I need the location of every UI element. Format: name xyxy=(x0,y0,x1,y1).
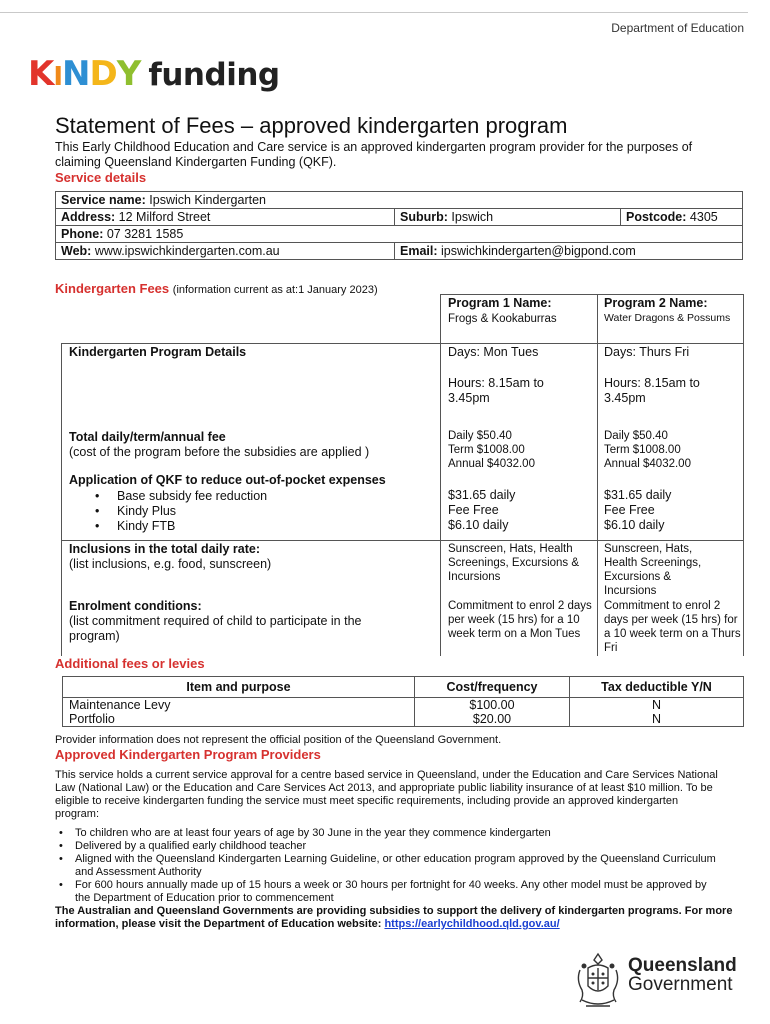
email-cell: Email: ipswichkindergarten@bigpond.com xyxy=(395,243,743,260)
suburb-cell: Suburb: Ipswich xyxy=(395,209,621,226)
program1-hours: Hours: 8.15am to 3.45pm xyxy=(448,376,544,405)
program2-days: Days: Thurs Fri xyxy=(604,345,690,359)
kindy-funding-logo xyxy=(28,54,280,94)
qld-coat-of-arms-icon xyxy=(574,950,622,1014)
qkf-block: Application of QKF to reduce out-of-pocket expenses • Base subsidy fee reduction • Kindy Plus • Kindy FTB xyxy=(69,473,386,534)
list-item: • To children who are at least four years of age by 30 June in the year they commence kindergarten xyxy=(55,827,720,840)
total-fee-label: Total daily/term/annual fee xyxy=(69,430,226,444)
additional-fees-heading: Additional fees or levies xyxy=(55,656,205,671)
program2-label: Program 2 Name: xyxy=(604,296,708,310)
qkf-item: • Base subsidy fee reduction xyxy=(69,489,386,504)
program2-hours: Hours: 8.15am to 3.45pm xyxy=(604,376,700,405)
program2-inclusions: Sunscreen, Hats, Health Screenings, Excursions & Incursions xyxy=(604,543,702,597)
inclusions-sub: (list inclusions, e.g. food, sunscreen) xyxy=(69,557,272,571)
list-item: • Aligned with the Queensland Kindergarten Learning Guideline, or other education program approved by the Queensland Curriculum and Assessment Authority xyxy=(55,853,720,879)
program1-fees: Daily $50.40 Term $1008.00 Annual $4032.00 xyxy=(448,430,535,470)
service-details-heading: Service details xyxy=(55,170,147,185)
page-title: Statement of Fees – approved kindergarten program xyxy=(55,113,568,138)
program-details-label: Kindergarten Program Details xyxy=(69,345,247,359)
total-fee-sub: (cost of the program before the subsidies are applied ) xyxy=(69,445,370,459)
program1-name: Frogs & Kookaburras xyxy=(448,313,557,325)
list-item: • Delivered by a qualified early childhood teacher xyxy=(55,840,720,853)
col-item-header: Item and purpose xyxy=(63,677,415,698)
closing-text: The Australian and Queensland Governments are providing subsidies to support the delivery of kindergarten programs. For more information, please visit the Department of Education website: https://earlychildhood.qld.gov.au/ xyxy=(55,905,733,930)
table-row: Maintenance Levy $100.00 N xyxy=(63,698,744,713)
table-row: Portfolio $20.00 N xyxy=(63,712,744,727)
enrolment-sub: (list commitment required of child to participate in the program) xyxy=(69,614,362,643)
fees-heading: Kindergarten Fees (information current as at:1 January 2023) xyxy=(55,281,378,296)
qkf-item: • Kindy FTB xyxy=(69,519,386,534)
list-item: • For 600 hours annually made up of 15 hours a week or 30 hours per fortnight for 40 weeks. Any other model must be approved by the Department of Education prior to commencement xyxy=(55,879,720,905)
education-website-link[interactable]: https://earlychildhood.qld.gov.au/ xyxy=(384,918,560,930)
department-name: Department of Education xyxy=(611,21,744,35)
providers-text: This service holds a current service approval for a centre based service in Queensland, under the Education and Care Services National Law (National Law) or the Education and Care Services Act 2013, and appropriate public liability insurance of at least $10 million. To be eligible to receive kindergarten funding the service must meet specific requirements, including provide an approved kindergarten program: xyxy=(55,769,718,820)
program2-enrolment: Commitment to enrol 2 days per week (15 hrs) for a 10 week term on a Thurs Fri xyxy=(604,600,741,654)
additional-fees-table xyxy=(62,676,744,727)
program1-qkf: $31.65 daily Fee Free $6.10 daily xyxy=(448,488,516,532)
program1-enrolment: Commitment to enrol 2 days per week (15 hrs) for a 10 week term on a Mon Tues xyxy=(448,600,592,640)
funding-wordmark: funding xyxy=(148,57,280,93)
program1-inclusions: Sunscreen, Hats, Health Screenings, Excursions & Incursions xyxy=(448,543,580,583)
col-tax-header: Tax deductible Y/N xyxy=(570,677,744,698)
service-name-cell: Service name: Ipswich Kindergarten xyxy=(56,192,743,209)
qkf-item: • Kindy Plus xyxy=(69,504,386,519)
kindy-wordmark: KINDY xyxy=(28,54,141,94)
fees-table xyxy=(55,294,745,656)
header-rule xyxy=(0,12,748,13)
program2-name: Water Dragons & Possums xyxy=(604,312,731,324)
address-cell: Address: 12 Milford Street xyxy=(56,209,395,226)
phone-cell: Phone: 07 3281 1585 xyxy=(56,226,743,243)
qld-logo-line2: Government xyxy=(628,974,733,995)
inclusions-label: Inclusions in the total daily rate: xyxy=(69,542,261,556)
web-cell: Web: www.ipswichkindergarten.com.au xyxy=(56,243,395,260)
service-details-table xyxy=(55,191,743,260)
col-cost-header: Cost/frequency xyxy=(415,677,570,698)
intro-text: This Early Childhood Education and Care service is an approved kindergarten program provider for the purposes of claiming Queensland Kindergarten Funding (QKF). xyxy=(55,140,693,169)
enrolment-label: Enrolment conditions: xyxy=(69,599,202,613)
postcode-cell: Postcode: 4305 xyxy=(621,209,743,226)
qld-logo-line1: Queensland xyxy=(628,955,737,976)
program1-label: Program 1 Name: xyxy=(448,296,552,310)
providers-heading: Approved Kindergarten Program Providers xyxy=(55,747,321,762)
queensland-government-logo xyxy=(574,950,737,1014)
program1-days: Days: Mon Tues xyxy=(448,345,539,359)
requirements-list xyxy=(55,827,720,905)
program2-qkf: $31.65 daily Fee Free $6.10 daily xyxy=(604,488,672,532)
disclaimer: Provider information does not represent the official position of the Queensland Government. xyxy=(55,734,502,746)
program2-fees: Daily $50.40 Term $1008.00 Annual $4032.00 xyxy=(604,430,691,470)
